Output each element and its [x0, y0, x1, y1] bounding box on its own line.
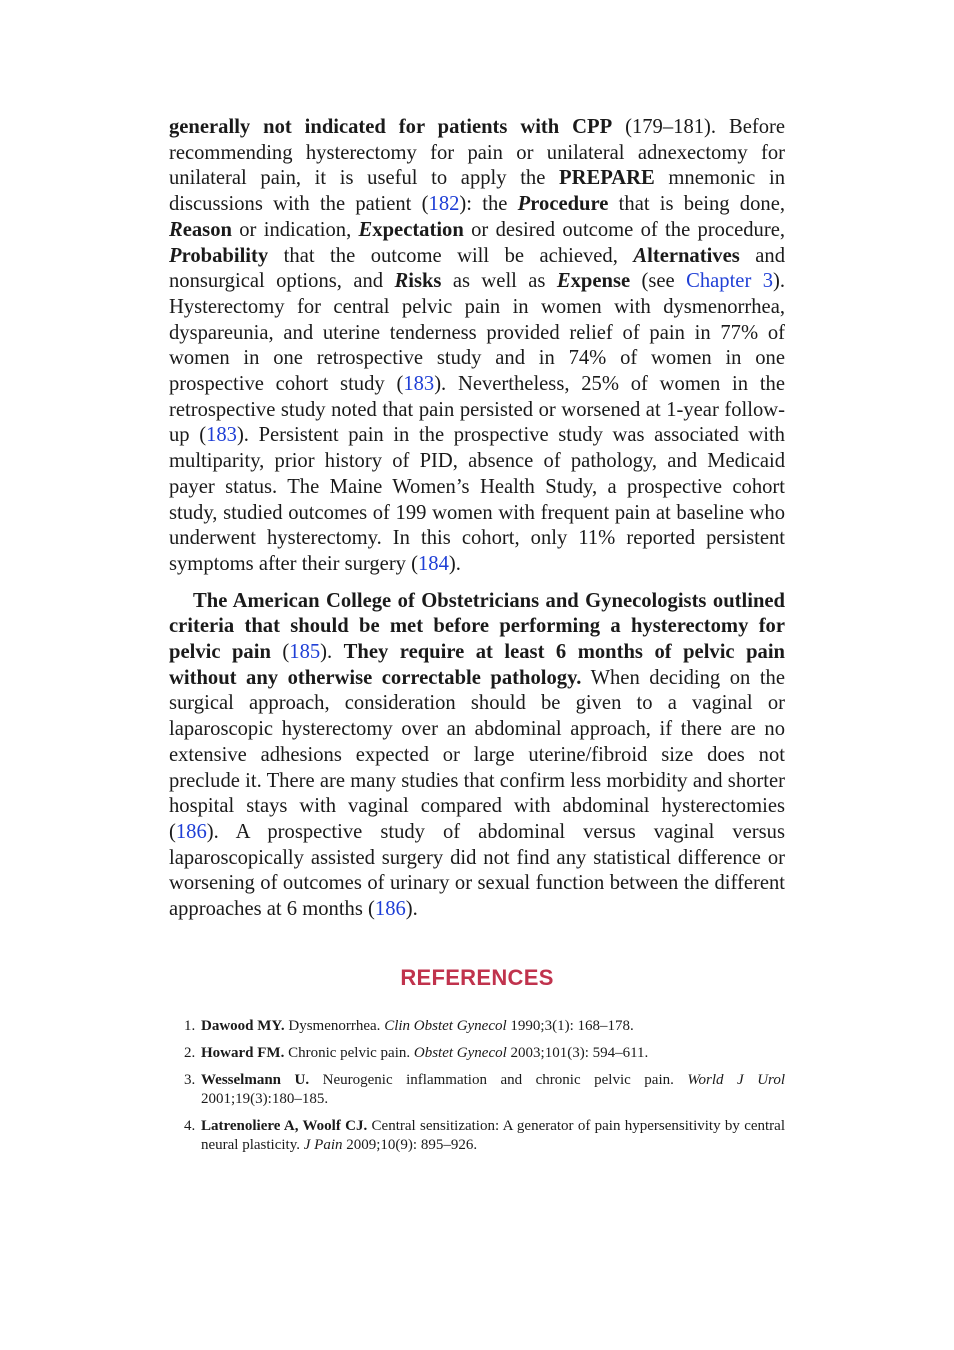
text-run: that the outcome will be achieved, [268, 244, 634, 267]
reference-link-182[interactable]: 182 [428, 193, 460, 216]
text-run: or desired outcome of the procedure, [463, 218, 785, 241]
reference-title: Dysmenorrhea. [284, 1017, 385, 1034]
text-run: or indication, [231, 218, 359, 241]
reference-citation: 2009;10(9): 895–926. [342, 1136, 478, 1153]
text-run: ). [448, 552, 461, 575]
reference-list [169, 1017, 785, 1155]
reference-link-186[interactable]: 186 [374, 898, 406, 921]
reference-item: 2. Howard FM. Chronic pelvic pain. Obstet Gynecol 2003;101(3): 594–611. [184, 1044, 649, 1061]
reference-item: 3. Wesselmann U. Neurogenic inflammation and chronic pelvic pain. World J Urol 2001;19(3):180–185. [184, 1071, 786, 1107]
reference-link-185[interactable]: 185 [289, 641, 321, 664]
reference-authors: Latrenoliere A, Woolf CJ. [201, 1117, 368, 1134]
mnemonic-expense: Expense [556, 270, 631, 293]
reference-title: Neurogenic inflammation and chronic pelvic pain. [309, 1071, 688, 1088]
text-run: mnemonic in discussions with the patient ( [169, 167, 785, 216]
text-run: and nonsurgical options, and [169, 244, 785, 293]
reference-journal: World J Urol [687, 1071, 786, 1088]
bold-text: The American College of Obstetricians and Gynecologists outlined criteria that should be met before performing a hysterectomy for pelvic pain [169, 589, 785, 664]
text-run: ). Nevertheless, 25% of women in the retrospective study noted that pain persisted or worsened at 1-year follow-up ( [169, 373, 785, 447]
mnemonic-probability: Probability [169, 244, 269, 267]
reference-journal: Clin Obstet Gynecol [384, 1017, 507, 1034]
text-run: (see [630, 270, 687, 293]
text-run: ). [320, 641, 344, 664]
bold-text: generally not indicated for patients with CPP [169, 116, 613, 138]
reference-link-183[interactable]: 183 [403, 373, 435, 396]
text-run: When deciding on the surgical approach, consideration should be given to a vaginal or laparoscopic hysterectomy over an abdominal approach, if there are no extensive adhesions expected or large uterine/fibroid size does not preclude it. There are many studies that confirm less morbidity and shorter hospital stays with vaginal compared with abdominal hysterectomies ( [169, 666, 785, 843]
bold-text: They require at least 6 months of pelvic pain without any otherwise correctable pathology. [169, 641, 785, 689]
reference-link-186[interactable]: 186 [175, 820, 207, 843]
text-run: that is being done, [608, 193, 785, 216]
text-run: ): the [459, 193, 518, 216]
document-page [169, 115, 785, 1163]
reference-authors: Dawood MY. [201, 1017, 285, 1034]
reference-journal: Obstet Gynecol [413, 1044, 507, 1061]
mnemonic-procedure: Procedure [517, 193, 609, 216]
text-run: ). Hysterectomy for central pelvic pain in women with dysmenorrhea, dyspareunia, and uterine tenderness provided relief of pain in 77% of women in one retrospective study and in 74% of women in one prospective cohort study ( [169, 270, 786, 396]
mnemonic-expectation: Expectation [358, 218, 464, 241]
reference-item: 1. Dawood MY. Dysmenorrhea. Clin Obstet Gynecol 1990;3(1): 168–178. [184, 1017, 634, 1034]
body-paragraph-1 [169, 115, 785, 578]
chapter-link[interactable]: Chapter 3 [686, 270, 774, 293]
reference-link-184[interactable]: 184 [417, 552, 449, 575]
text-run: ). [405, 898, 418, 921]
reference-citation: 2001;19(3):180–185. [201, 1090, 329, 1107]
mnemonic-alternatives: Alternatives [633, 244, 740, 267]
reference-title: Chronic pelvic pain. [284, 1044, 414, 1061]
text-run: ). Persistent pain in the prospective study was associated with multiparity, prior history of PID, absence of pathology, and Medicaid payer status. The Maine Women’s Health Study, a prospective cohort study, studied outcomes of 199 women with frequent pain at baseline who underwent hysterectomy. In this cohort, only 11% reported persistent symptoms after their surgery ( [169, 424, 785, 575]
reference-citation: 1990;3(1): 168–178. [506, 1017, 634, 1034]
text-run: as well as [441, 270, 557, 293]
text-run: (179–181). Before recommending hysterectomy for pain or unilateral adnexectomy for unilateral pain, it is useful to apply the [169, 116, 785, 190]
text-run: ). A prospective study of abdominal versus vaginal versus laparoscopically assisted surgery did not find any statistical difference or worsening of outcomes of urinary or sexual function between the different approaches at 6 months ( [169, 820, 785, 921]
references-heading: REFERENCES [400, 964, 554, 990]
reference-authors: Howard FM. [201, 1044, 285, 1061]
reference-citation: 2003;101(3): 594–611. [506, 1044, 649, 1061]
mnemonic-reason: Reason [169, 218, 232, 241]
reference-item: 4. Latrenoliere A, Woolf CJ. Central sensitization: A generator of pain hypersensitivity by central neural plasticity. J Pain 2009;10(9): 895–926. [184, 1117, 785, 1153]
reference-authors: Wesselmann U. [201, 1071, 310, 1088]
body-paragraph-2 [169, 589, 785, 923]
text-run: ( [270, 641, 290, 664]
reference-journal: J Pain [303, 1136, 343, 1153]
reference-link-183[interactable]: 183 [206, 424, 237, 447]
prepare-mnemonic: PREPARE [559, 167, 655, 190]
reference-title: Central sensitization: A generator of pain hypersensitivity by central neural plasticity. [201, 1117, 785, 1153]
mnemonic-risks: Risks [394, 270, 442, 293]
